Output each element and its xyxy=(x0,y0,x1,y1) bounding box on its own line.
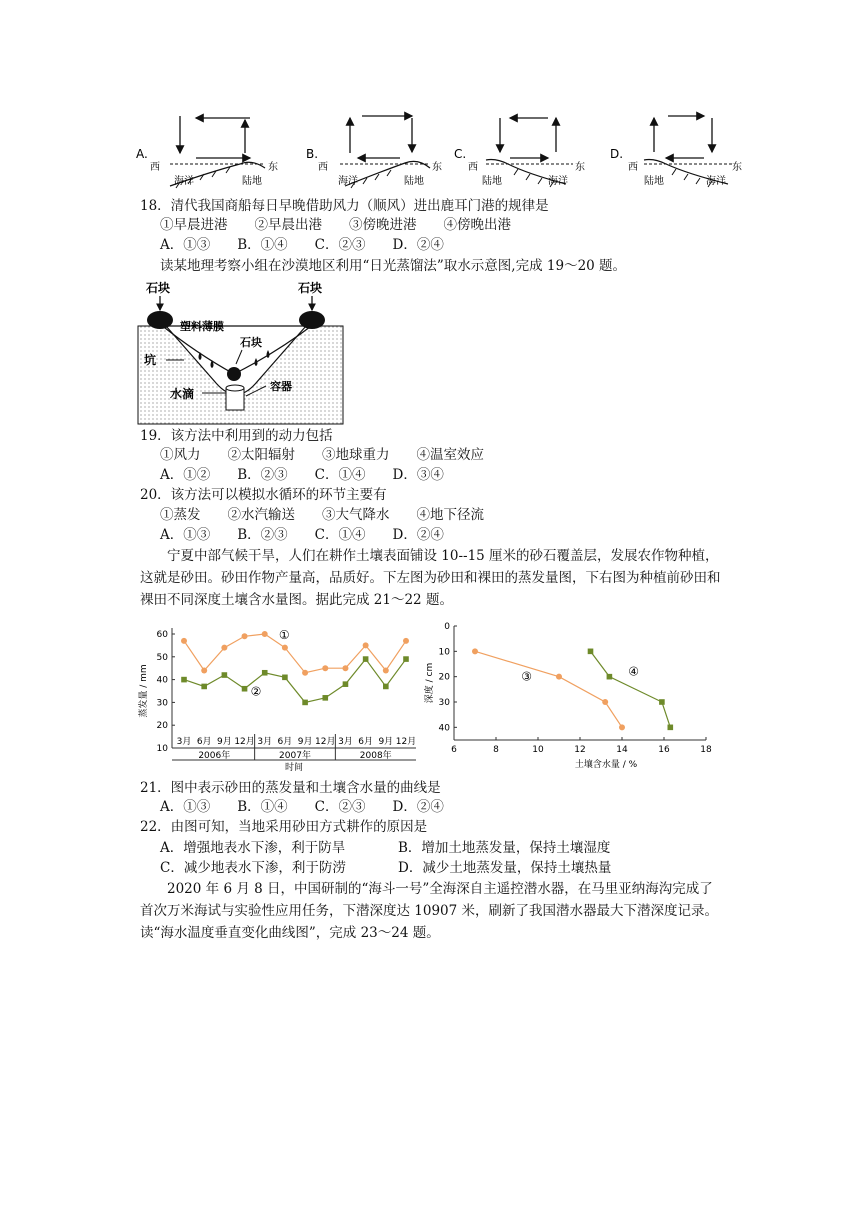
x-tick-label: 12月 xyxy=(315,737,336,747)
q20-items: ①蒸发 ②水汽输送 ③大气降水 ④地下径流 xyxy=(160,507,484,523)
data-point xyxy=(181,677,187,683)
data-point xyxy=(343,681,349,687)
evaporation-chart xyxy=(136,620,426,780)
y-tick-label: 0 xyxy=(444,622,450,632)
diagram-a-left-label: 海洋 xyxy=(174,176,194,187)
data-point xyxy=(363,642,369,648)
data-point xyxy=(181,638,187,644)
data-point xyxy=(222,672,228,678)
y-tick-label: 20 xyxy=(156,721,168,732)
diagram-b-west: 西 xyxy=(318,162,328,173)
label-pit: 坑 xyxy=(144,353,157,367)
diagram-b-left-label: 海洋 xyxy=(338,176,358,187)
solar-still-diagram xyxy=(136,278,346,426)
data-point xyxy=(262,670,268,676)
data-point xyxy=(322,665,328,671)
x-tick-label: 18 xyxy=(700,745,712,755)
label-stone-right: 石块 xyxy=(298,281,323,295)
data-point xyxy=(282,675,288,681)
label-container: 容器 xyxy=(270,380,292,393)
data-point xyxy=(262,631,268,637)
q22-option-a: A．增强地表水下渗，利于防旱 xyxy=(160,840,346,856)
data-point xyxy=(619,724,625,730)
diagram-d-left-label: 陆地 xyxy=(644,176,664,187)
series-label: ① xyxy=(278,628,290,642)
year-label: 2008年 xyxy=(359,751,392,761)
x-tick-label: 16 xyxy=(658,745,670,755)
data-point xyxy=(607,674,613,680)
y-axis-label: 蒸发量 / mm xyxy=(139,664,149,718)
intro-21-22: 宁夏中部气候干旱，人们在耕作土壤表面铺设 10--15 厘米的砂石覆盖层，发展农作物种植，这就是砂田。砂田作物产量高，品质好。下左图为砂田和裸田的蒸发量图，下右图为种植前砂田和裸田不同深度土壤含水量图。据此完成 21～22 题。 xyxy=(140,548,721,608)
x-tick-label: 3月 xyxy=(338,737,353,747)
x-tick-label: 6月 xyxy=(196,737,212,747)
series-label: ③ xyxy=(521,669,532,684)
data-point xyxy=(201,684,207,690)
diagram-d-west: 西 xyxy=(628,162,638,173)
q18-options: A．①③ B．①④ C．②③ D．②④ xyxy=(160,237,444,253)
q19-stem: 19．该方法中利用到的动力包括 xyxy=(140,428,333,444)
y-tick-label: 60 xyxy=(156,630,168,640)
data-point xyxy=(342,665,348,671)
diagram-d-letter: D. xyxy=(610,147,624,161)
intro-23-24: 2020 年 6 月 8 日，中国研制的“海斗一号”全海深自主遥控潜水器，在马里亚纳海沟完成了首次万米海试与实验性应用任务，下潜深度达 10907 米，刷新了我国潜水器最大下潜深度记录。读“海水温度垂直变化曲线图”，完成 23～24 题。 xyxy=(140,881,719,941)
diagram-a-west: 西 xyxy=(150,162,160,173)
x-tick-label: 3月 xyxy=(176,737,192,747)
q19-items: ①风力 ②太阳辐射 ③地球重力 ④温室效应 xyxy=(160,447,484,463)
data-point xyxy=(668,725,674,731)
diagram-d xyxy=(610,116,742,187)
diagram-d-right-label: 海洋 xyxy=(706,176,726,187)
x-tick-label: 6月 xyxy=(277,737,293,747)
diagram-b-right-label: 陆地 xyxy=(404,176,424,187)
data-point xyxy=(242,686,248,692)
label-stone-mid: 石块 xyxy=(240,336,262,349)
y-axis-label: 深度 / cm xyxy=(425,662,435,704)
data-point xyxy=(201,667,207,673)
diagram-c-letter: C. xyxy=(454,147,467,161)
label-water-drops: 水滴 xyxy=(170,387,195,401)
series-line xyxy=(591,651,671,727)
data-point xyxy=(403,638,409,644)
diagram-a-east: 东 xyxy=(268,162,278,173)
diagram-b-east: 东 xyxy=(432,162,442,173)
y-tick-label: 30 xyxy=(156,698,168,709)
q22-stem: 22．由图可知，当地采用砂田方式耕作的原因是 xyxy=(140,819,428,835)
q20-stem: 20．该方法可以模拟水循环的环节主要有 xyxy=(140,487,387,503)
x-tick-label: 9月 xyxy=(378,737,394,747)
label-plastic-film: 塑料薄膜 xyxy=(180,320,224,333)
diagram-a-letter: A. xyxy=(136,147,148,161)
data-point xyxy=(383,684,389,690)
diagram-c-east: 东 xyxy=(575,162,585,173)
x-tick-label: 14 xyxy=(616,745,628,755)
label-stone-left: 石块 xyxy=(146,281,171,295)
q21-stem: 21．图中表示砂田的蒸发量和土壤含水量的曲线是 xyxy=(140,780,441,796)
soil-moisture-chart xyxy=(425,620,724,780)
data-point xyxy=(556,674,562,680)
data-point xyxy=(659,699,665,705)
q20-options: A．①③ B．②③ C．①④ D．②④ xyxy=(160,527,444,543)
year-label: 2006年 xyxy=(198,751,231,761)
diagram-b-letter: B. xyxy=(306,147,319,161)
data-point xyxy=(302,670,308,676)
diagram-c xyxy=(454,118,585,187)
data-point xyxy=(403,656,409,662)
series-line xyxy=(184,634,406,673)
y-tick-label: 40 xyxy=(438,723,450,734)
x-axis-label: 时间 xyxy=(284,763,304,773)
x-tick-label: 9月 xyxy=(297,737,313,747)
year-label: 2007年 xyxy=(279,751,311,761)
series-label: ② xyxy=(250,684,262,699)
x-tick-label: 9月 xyxy=(216,737,232,747)
q22-option-d: D．减少土地蒸发量，保持土壤热量 xyxy=(398,860,612,876)
data-point xyxy=(383,667,389,673)
series-line xyxy=(184,659,406,702)
x-tick-label: 6 xyxy=(451,745,457,755)
x-tick-label: 6月 xyxy=(358,737,374,747)
data-point xyxy=(602,699,608,705)
data-point xyxy=(588,649,594,655)
x-axis-label: 土壤含水量 / % xyxy=(574,760,638,770)
y-tick-label: 20 xyxy=(438,672,450,683)
diagram-c-right-label: 海洋 xyxy=(548,176,568,187)
data-point xyxy=(322,695,328,701)
x-tick-label: 12 xyxy=(574,745,586,755)
y-tick-label: 10 xyxy=(156,744,168,754)
diagram-c-left-label: 陆地 xyxy=(482,176,502,187)
diagram-a xyxy=(136,116,278,188)
x-tick-label: 10 xyxy=(532,745,544,755)
q19-options: A．①② B．②③ C．①④ D．③④ xyxy=(160,467,444,483)
x-tick-label: 3月 xyxy=(257,737,273,747)
y-tick-label: 30 xyxy=(438,698,450,708)
y-tick-label: 10 xyxy=(438,647,450,658)
q22-option-b: B．增加土地蒸发量，保持土壤湿度 xyxy=(398,840,611,856)
intro-19-20: 读某地理考察小组在沙漠地区利用“日光蒸馏法”取水示意图,完成 19～20 题。 xyxy=(160,258,627,274)
x-tick-label: 8 xyxy=(493,745,499,755)
y-tick-label: 50 xyxy=(156,652,168,663)
diagram-c-west: 西 xyxy=(468,162,478,173)
data-point xyxy=(242,633,248,639)
wind-circulation-diagrams xyxy=(130,108,750,194)
diagram-b xyxy=(306,116,442,188)
diagram-d-east: 东 xyxy=(732,162,742,173)
data-point xyxy=(472,648,478,654)
series-line xyxy=(475,651,622,727)
x-tick-label: 12月 xyxy=(395,737,417,747)
q22-option-c: C．减少地表水下渗，利于防涝 xyxy=(160,860,346,876)
data-point xyxy=(363,656,369,662)
q18-items: ①早晨进港 ②早晨出港 ③傍晚进港 ④傍晚出港 xyxy=(160,217,511,233)
data-point xyxy=(282,645,288,651)
series-label: ④ xyxy=(628,664,640,679)
x-tick-label: 12月 xyxy=(234,737,255,747)
q21-options: A．①③ B．①④ C．②③ D．②④ xyxy=(160,799,444,815)
data-point xyxy=(221,645,227,651)
diagram-a-right-label: 陆地 xyxy=(242,176,262,187)
q18-stem: 18．清代我国商船每日早晚借助风力（顺风）进出鹿耳门港的规律是 xyxy=(140,198,549,214)
y-tick-label: 40 xyxy=(156,675,168,686)
data-point xyxy=(302,700,308,706)
